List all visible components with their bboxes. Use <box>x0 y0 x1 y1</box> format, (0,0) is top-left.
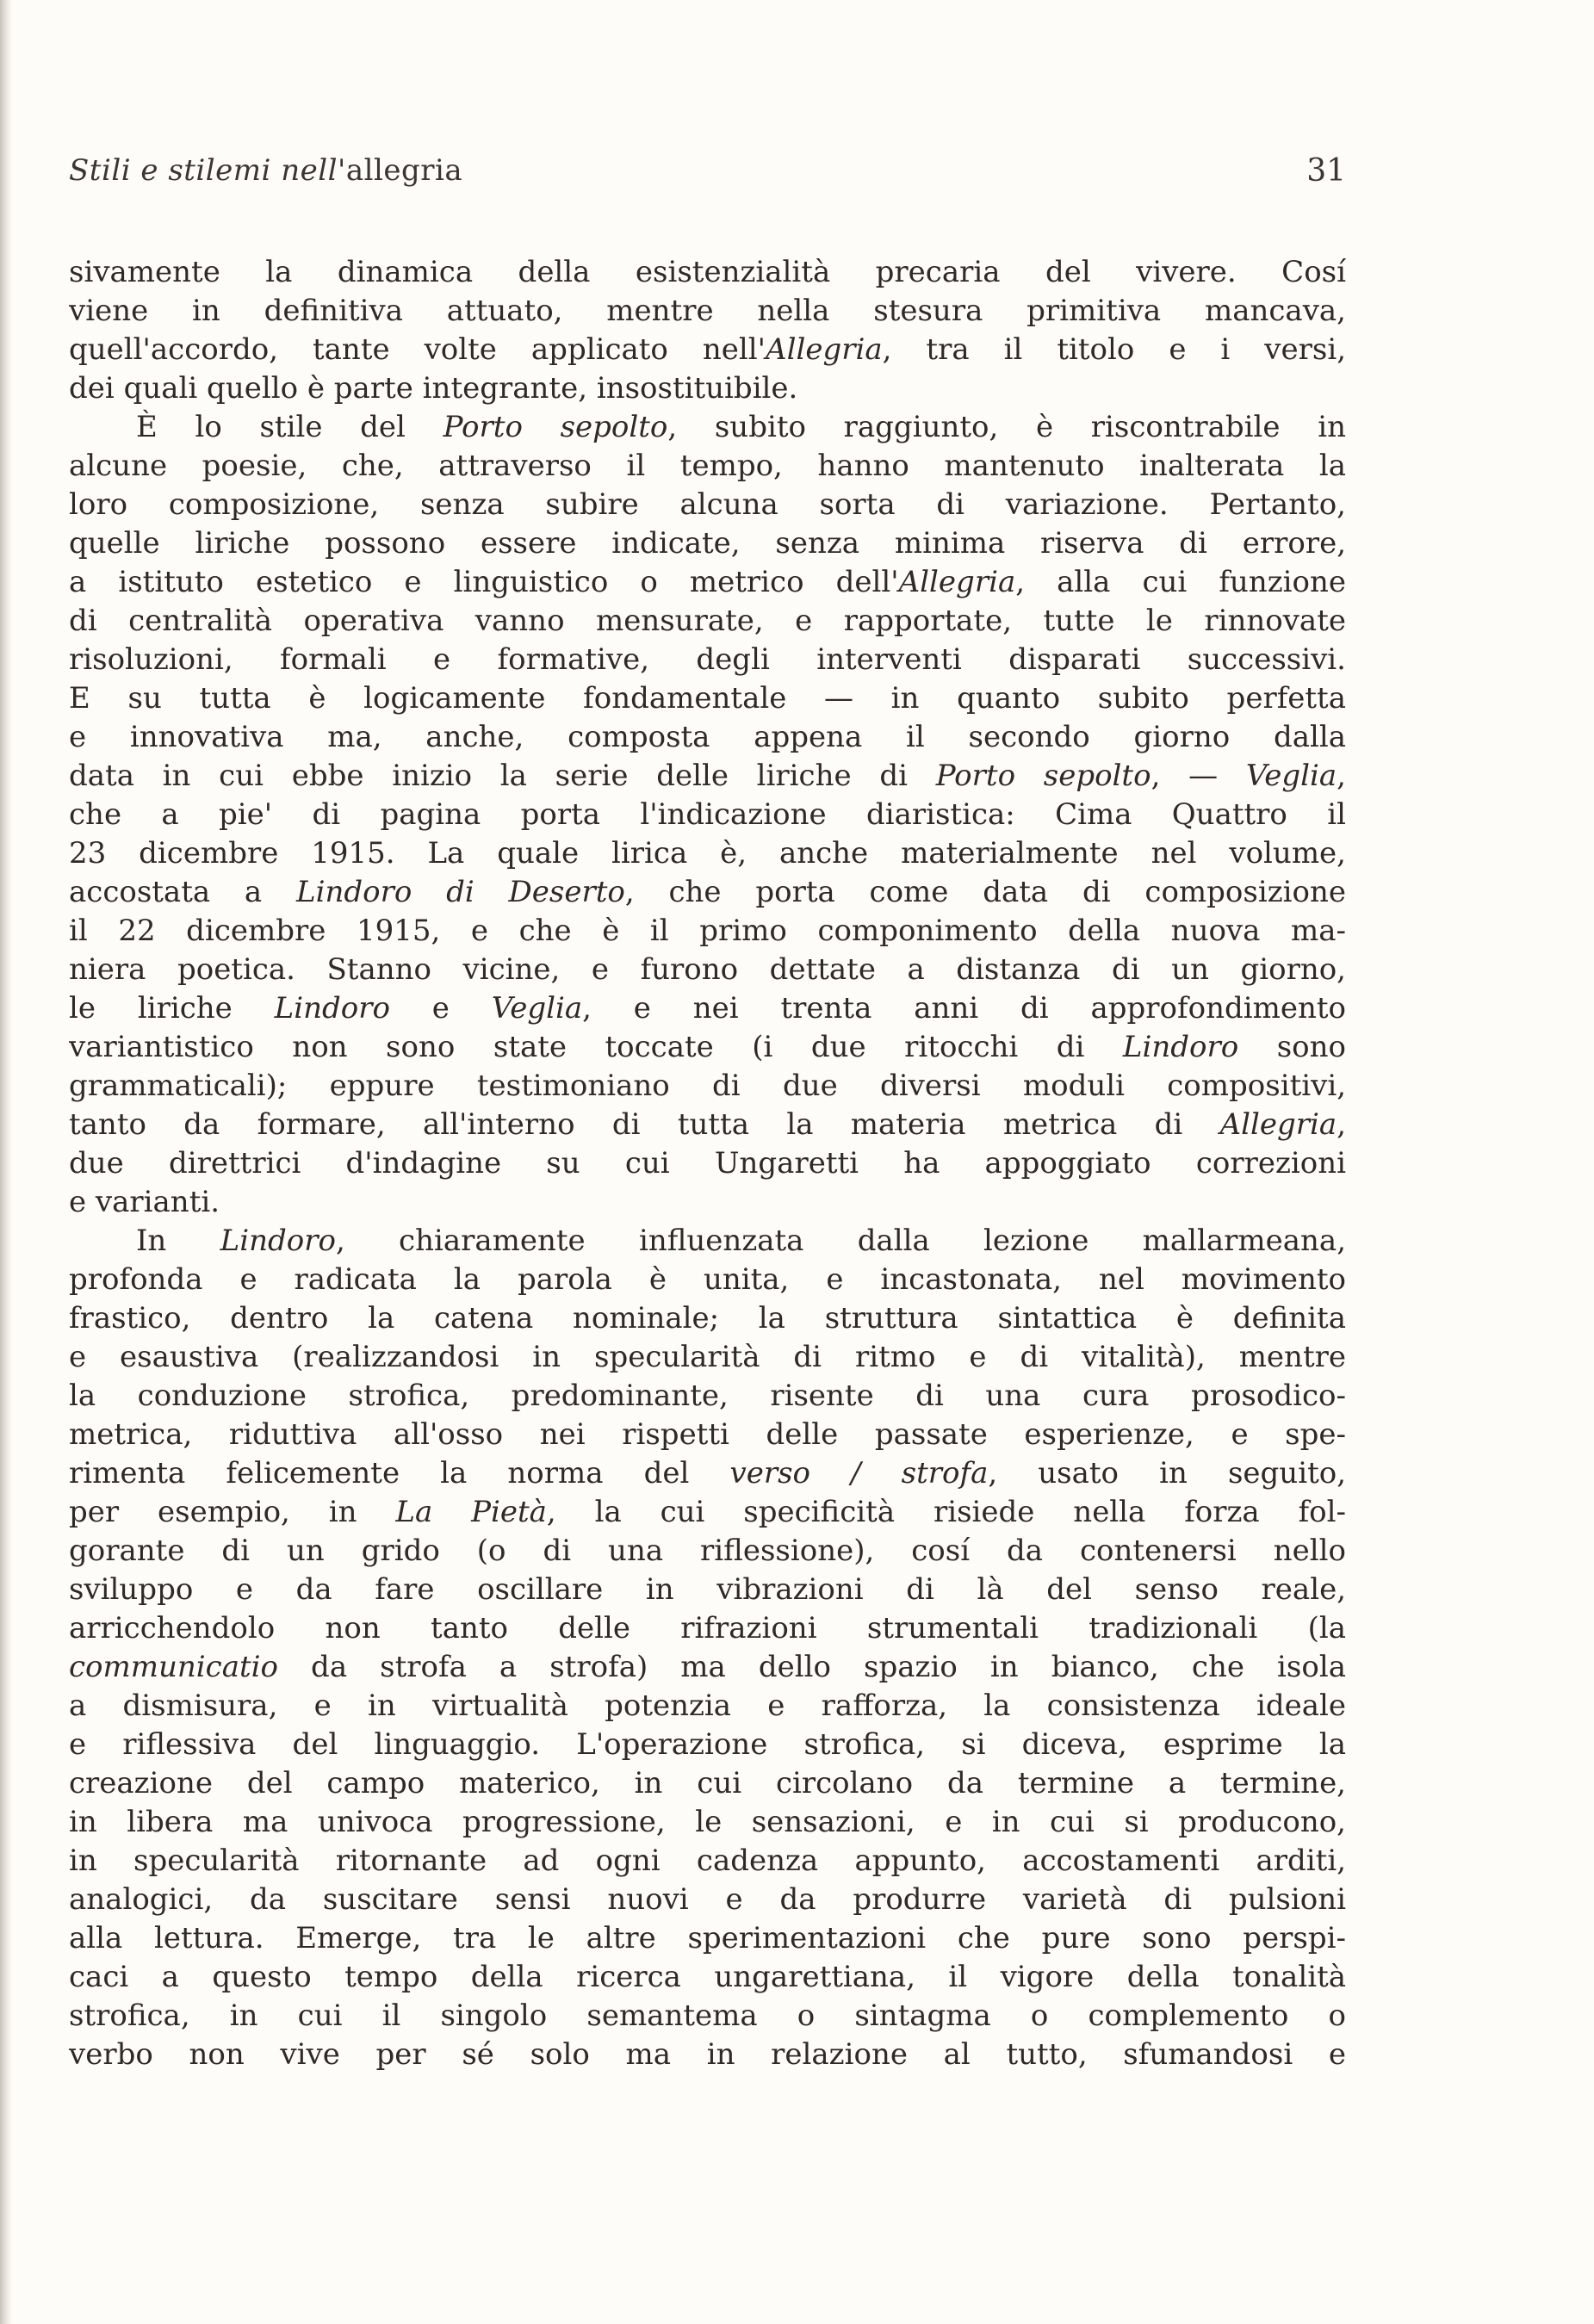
text-line: niera poetica. Stanno vicine, e furono dettate a distanza di un giorno, <box>69 952 1346 987</box>
text-line: rimenta felicemente la norma del verso / strofa, usato in seguito, <box>69 1456 1346 1490</box>
italic-term: Porto sepolto <box>935 759 1151 793</box>
text-line: di centralità operativa vanno mensurate, e rapportate, tutte le rinnovate <box>69 604 1346 638</box>
text-line: in specularità ritornante ad ogni cadenza appunto, accostamenti arditi, <box>69 1844 1346 1878</box>
text-line: arricchendolo non tanto delle rifrazioni strumentali tradizionali (la <box>69 1611 1346 1645</box>
text-line: in libera ma univoca progressione, le sensazioni, e in cui si producono, <box>69 1805 1346 1839</box>
text-line: profonda e radicata la parola è unita, e incastonata, nel movimento <box>69 1262 1346 1297</box>
text-line: e esaustiva (realizzandosi in specularità di ritmo e di vitalità), mentre <box>69 1340 1346 1374</box>
italic-term: Allegria <box>766 332 883 367</box>
running-title-italic: Stili e stilemi nell' <box>69 153 346 188</box>
text-line: analogici, da suscitare sensi nuovi e da produrre varietà di pulsioni <box>69 1882 1346 1917</box>
italic-term: Porto sepolto <box>443 410 668 444</box>
text-line: risoluzioni, formali e formative, degli interventi disparati successivi. <box>69 642 1346 677</box>
text-line: communicatio da strofa a strofa) ma dello spazio in bianco, che isola <box>69 1650 1346 1684</box>
text-line: due direttrici d'indagine su cui Ungaretti ha appoggiato correzioni <box>69 1146 1346 1181</box>
text-line: loro composizione, senza subire alcuna sorta di variazione. Pertanto, <box>69 487 1346 522</box>
italic-term: Lindoro <box>1122 1030 1239 1064</box>
text-line: metrica, riduttiva all'osso nei rispetti delle passate esperienze, e spe- <box>69 1417 1346 1452</box>
italic-term: Allegria <box>898 565 1016 599</box>
italic-term: Veglia <box>1245 759 1337 793</box>
text-line: data in cui ebbe inizio la serie delle liriche di Porto sepolto, — Veglia, <box>69 759 1346 793</box>
running-title-roman: allegria <box>345 153 463 188</box>
text-line: quell'accordo, tante volte applicato nell'Allegria, tra il titolo e i versi, <box>69 332 1346 367</box>
text-line: caci a questo tempo della ricerca ungarettiana, il vigore della tonalità <box>69 1960 1346 1994</box>
text-line: la conduzione strofica, predominante, risente di una cura prosodico- <box>69 1379 1346 1413</box>
text-line: E su tutta è logicamente fondamentale — in quanto subito perfetta <box>69 681 1346 716</box>
italic-term: Lindoro di Deserto <box>296 875 625 909</box>
text-line: alcune poesie, che, attraverso il tempo, hanno mantenuto inalterata la <box>69 449 1346 483</box>
italic-term: Lindoro <box>274 991 390 1026</box>
text-line: quelle liriche possono essere indicate, senza minima riserva di errore, <box>69 526 1346 561</box>
text-line: viene in definitiva attuato, mentre nella stesura primitiva mancava, <box>69 294 1346 328</box>
text-line: a dismisura, e in virtualità potenzia e rafforza, la consistenza ideale <box>69 1689 1346 1723</box>
italic-term: communicatio <box>69 1650 278 1684</box>
text-line: È lo stile del Porto sepolto, subito raggiunto, è riscontrabile in <box>136 410 1346 444</box>
text-line: dei quali quello è parte integrante, insostituibile. <box>69 371 798 406</box>
text-line: accostata a Lindoro di Deserto, che porta come data di composizione <box>69 875 1346 909</box>
italic-term: verso / strofa <box>729 1456 989 1490</box>
text-line: sviluppo e da fare oscillare in vibrazioni di là del senso reale, <box>69 1572 1346 1607</box>
text-line: a istituto estetico e linguistico o metrico dell'Allegria, alla cui funzione <box>69 565 1346 599</box>
text-line: 23 dicembre 1915. La quale lirica è, anche materialmente nel volume, <box>69 836 1346 871</box>
italic-term: La Pietà <box>395 1495 547 1529</box>
text-line: le liriche Lindoro e Veglia, e nei trenta anni di approfondimento <box>69 991 1346 1026</box>
page-number: 31 <box>1306 153 1346 189</box>
text-line: tanto da formare, all'interno di tutta la materia metrica di Allegria, <box>69 1107 1346 1142</box>
running-header <box>69 153 1346 205</box>
text-line: sivamente la dinamica della esistenzialità precaria del vivere. Cosí <box>69 255 1346 289</box>
text-line: creazione del campo materico, in cui circolano da termine a termine, <box>69 1766 1346 1800</box>
body-text <box>69 253 1346 2074</box>
text-line: In Lindoro, chiaramente influenzata dalla lezione mallarmeana, <box>136 1224 1346 1258</box>
running-title <box>69 153 462 188</box>
text-line: gorante di un grido (o di una riflessione), cosí da contenersi nello <box>69 1534 1346 1568</box>
text-line: variantistico non sono state toccate (i due ritocchi di Lindoro sono <box>69 1030 1346 1064</box>
text-line: frastico, dentro la catena nominale; la struttura sintattica è definita <box>69 1301 1346 1336</box>
italic-term: Lindoro <box>220 1224 336 1258</box>
text-line: alla lettura. Emerge, tra le altre sperimentazioni che pure sono perspi- <box>69 1921 1346 1955</box>
text-line: e riflessiva del linguaggio. L'operazione strofica, si diceva, esprime la <box>69 1727 1346 1762</box>
text-line: e innovativa ma, anche, composta appena il secondo giorno dalla <box>69 720 1346 754</box>
text-line: strofica, in cui il singolo semantema o sintagma o complemento o <box>69 1999 1346 2033</box>
text-line: e varianti. <box>69 1185 220 1219</box>
italic-term: Veglia <box>491 991 583 1026</box>
italic-term: Allegria <box>1219 1107 1337 1142</box>
text-line: verbo non vive per sé solo ma in relazione al tutto, sfumandosi e <box>69 2037 1346 2072</box>
text-line: grammaticali); eppure testimoniano di due diversi moduli compositivi, <box>69 1069 1346 1103</box>
page-binding-edge <box>0 0 12 2324</box>
text-line: che a pie' di pagina porta l'indicazione diaristica: Cima Quattro il <box>69 797 1346 832</box>
text-line: per esempio, in La Pietà, la cui specificità risiede nella forza fol- <box>69 1495 1346 1529</box>
text-line: il 22 dicembre 1915, e che è il primo componimento della nuova ma- <box>69 914 1346 948</box>
